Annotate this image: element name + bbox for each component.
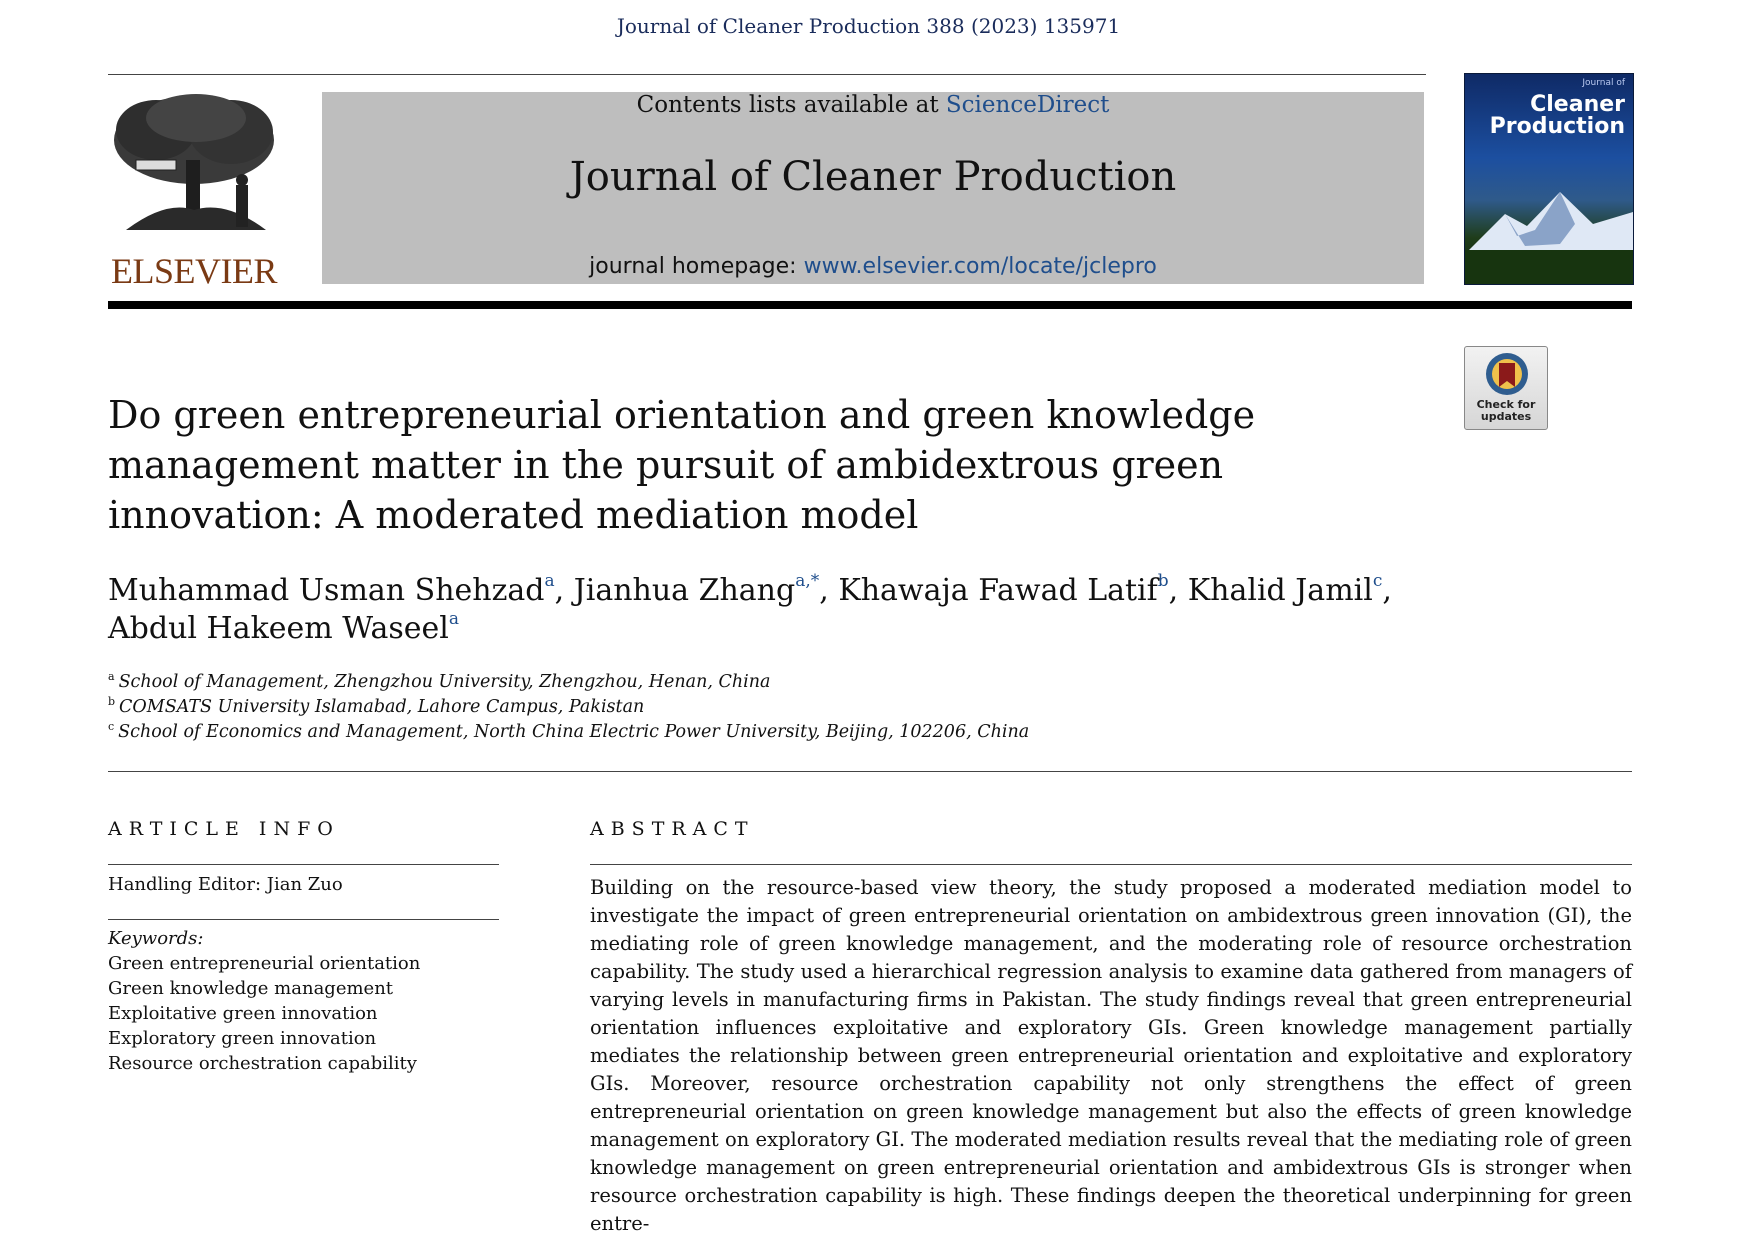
abstract-text: Building on the resource-based view theory, the study proposed a moderated mediation model to investigate the impact of green entrepreneurial orientation on ambidextrous green innovation (GI), the mediating role of green knowledge management, and the moderating role of resource orchestration capability. The study used a hierarchical regression analysis to examine data gathered from managers of varying levels in manufacturing firms in Pakistan. The study findings reveal that green entrepreneurial orientation influences exploitative and exploratory GIs. Green knowledge management partially mediates the relationship between green entrepreneurial orientation and exploitative and exploratory GIs. Moreover, resource orchestration capability not only strengthens the effect of green entrepreneurial orientation on green knowledge management but also the effects of green knowledge management on exploratory GI. The moderated mediation results reveal that the mediating role of green knowledge management on green entrepreneurial orientation and ambidextrous GIs is stronger when resource orchestration capability is high. These findings deepen the theoretical underpinning for green entre- bbox=[590, 876, 1632, 1235]
author-affiliation-mark[interactable]: a bbox=[544, 571, 555, 591]
affiliations bbox=[108, 670, 1029, 745]
keywords-divider bbox=[108, 919, 499, 920]
journal-reference: Journal of Cleaner Production 388 (2023) 135971 bbox=[616, 14, 1121, 38]
keywords-list bbox=[108, 926, 420, 1076]
publisher-wordmark: ELSEVIER bbox=[111, 251, 277, 291]
keyword-item: Exploratory green innovation bbox=[108, 1028, 377, 1049]
abstract-heading: ABSTRACT bbox=[590, 818, 755, 840]
crossmark-icon bbox=[1483, 351, 1531, 397]
article-info-heading: ARTICLE INFO bbox=[108, 818, 340, 840]
cover-mountain-icon bbox=[1465, 184, 1633, 284]
affiliation-line: $^a$ School of Management, Zhengzhou University, Zhengzhou, Henan, China bbox=[108, 670, 771, 692]
section-divider bbox=[108, 771, 1632, 772]
author-affiliation-mark[interactable]: b bbox=[1157, 571, 1169, 591]
check-for-updates-button[interactable] bbox=[1464, 346, 1548, 430]
journal-banner bbox=[322, 92, 1424, 284]
author-affiliation-mark[interactable]: a bbox=[448, 609, 459, 629]
top-divider bbox=[108, 74, 1426, 75]
sciencedirect-link[interactable]: ScienceDirect bbox=[945, 92, 1110, 118]
article-title: Do green entrepreneurial orientation and green knowledge management matter in the pursuit of ambidextrous green innovation: A moderated mediation model bbox=[108, 393, 1256, 537]
keyword-item: Exploitative green innovation bbox=[108, 1003, 378, 1024]
contents-line: Contents lists available at ScienceDirect bbox=[636, 92, 1110, 118]
author-name[interactable]: Abdul Hakeem Waseel bbox=[108, 611, 449, 646]
affiliation-line: $^c$ School of Economics and Management, North China Electric Power University, Beijing, 102206, China bbox=[108, 720, 1030, 742]
keyword-item: Green entrepreneurial orientation bbox=[108, 953, 421, 974]
handling-editor: Handling Editor: Jian Zuo bbox=[108, 874, 343, 895]
keyword-item: Green knowledge management bbox=[108, 978, 394, 999]
author-name[interactable]: Khawaja Fawad Latif bbox=[838, 573, 1158, 608]
author-affiliation-mark[interactable]: a,* bbox=[795, 571, 820, 591]
article-info-divider bbox=[108, 864, 499, 865]
journal-cover-image[interactable] bbox=[1464, 73, 1634, 285]
check-for-updates-label: Check for updates bbox=[1476, 398, 1536, 423]
author-name[interactable]: Jianhua Zhang bbox=[573, 573, 796, 608]
cover-small-text: Journal of bbox=[1582, 78, 1625, 88]
keyword-item: Resource orchestration capability bbox=[108, 1053, 417, 1074]
header-thick-divider bbox=[108, 301, 1632, 309]
keywords-heading: Keywords: bbox=[108, 928, 204, 949]
journal-homepage-link[interactable]: www.elsevier.com/locate/jclepro bbox=[803, 254, 1157, 279]
author-affiliation-mark[interactable]: c bbox=[1372, 571, 1383, 591]
cover-title: Cleaner Production bbox=[1489, 92, 1625, 139]
affiliation-line: $^b$ COMSATS University Islamabad, Lahore Campus, Pakistan bbox=[108, 695, 645, 717]
abstract-divider bbox=[590, 864, 1632, 865]
author-name[interactable]: Khalid Jamil bbox=[1187, 573, 1373, 608]
homepage-line: journal homepage: www.elsevier.com/locate/jclepro bbox=[589, 254, 1157, 279]
author-list: Muhammad Usman Shehzad$^a$, Jianhua Zhang$^{a,*}$, Khawaja Fawad Latif$^b$, Khalid Jamil$^c$, Abdul Hakeem Waseel$^a$ bbox=[108, 571, 1392, 646]
author-name[interactable]: Muhammad Usman Shehzad bbox=[108, 573, 545, 608]
journal-name: Journal of Cleaner Production bbox=[569, 154, 1177, 200]
